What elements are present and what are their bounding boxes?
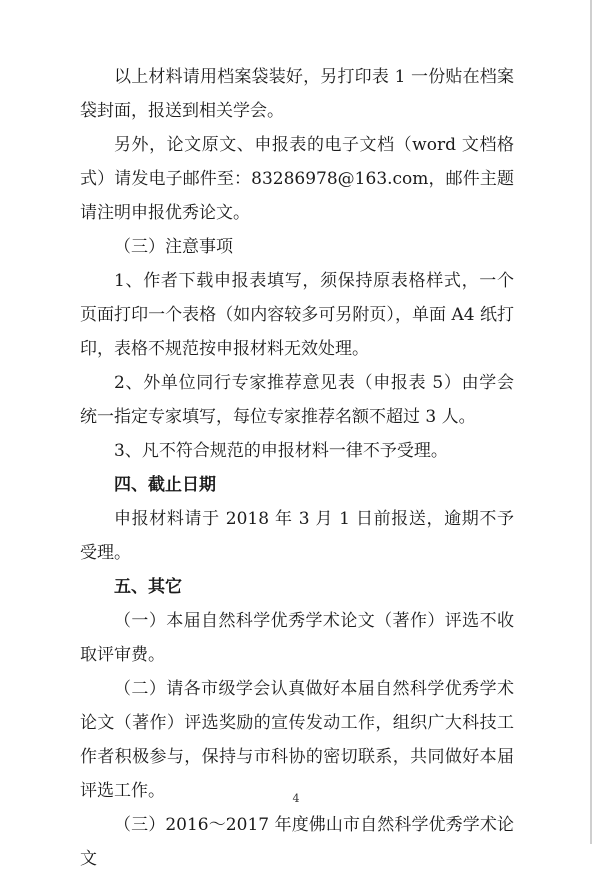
note-item-1: 1、作者下载申报表填写，须保持原表格样式，一个页面打印一个表格（如内容较多可另附页），单面 A4 纸打印，表格不规范按申报材料无效处理。	[80, 271, 514, 359]
section-heading-other: 五、其它	[114, 577, 182, 597]
paragraph-email: 另外，论文原文、申报表的电子文档（word 文档格式）请发电子邮件至：83286978@163.com，邮件主题请注明申报优秀论文。	[80, 135, 514, 223]
note-item-2: 2、外单位同行专家推荐意见表（申报表 5）由学会统一指定专家填写，每位专家推荐名额不超过 3 人。	[80, 373, 514, 427]
paragraph-deadline: 申报材料请于 2018 年 3 月 1 日前报送，逾期不予受理。	[80, 509, 514, 563]
section-heading-deadline: 四、截止日期	[114, 475, 216, 495]
page-number: 4	[292, 792, 300, 805]
other-item-1: （一）本届自然科学优秀学术论文（著作）评选不收取评审费。	[80, 611, 514, 665]
paragraph-packaging: 以上材料请用档案袋装好，另打印表 1 一份贴在档案袋封面，报送到相关学会。	[80, 67, 514, 121]
other-item-3: （三）2016～2017 年度佛山市自然科学优秀学术论文	[80, 815, 514, 869]
document-body	[80, 60, 514, 876]
subheading-notes: （三）注意事项	[114, 237, 233, 257]
other-item-2: （二）请各市级学会认真做好本届自然科学优秀学术论文（著作）评选奖励的宣传发动工作，组织广大科技工作者积极参与，保持与市科协的密切联系，共同做好本届评选工作。	[80, 679, 514, 801]
note-item-3: 3、凡不符合规范的申报材料一律不予受理。	[114, 441, 448, 461]
